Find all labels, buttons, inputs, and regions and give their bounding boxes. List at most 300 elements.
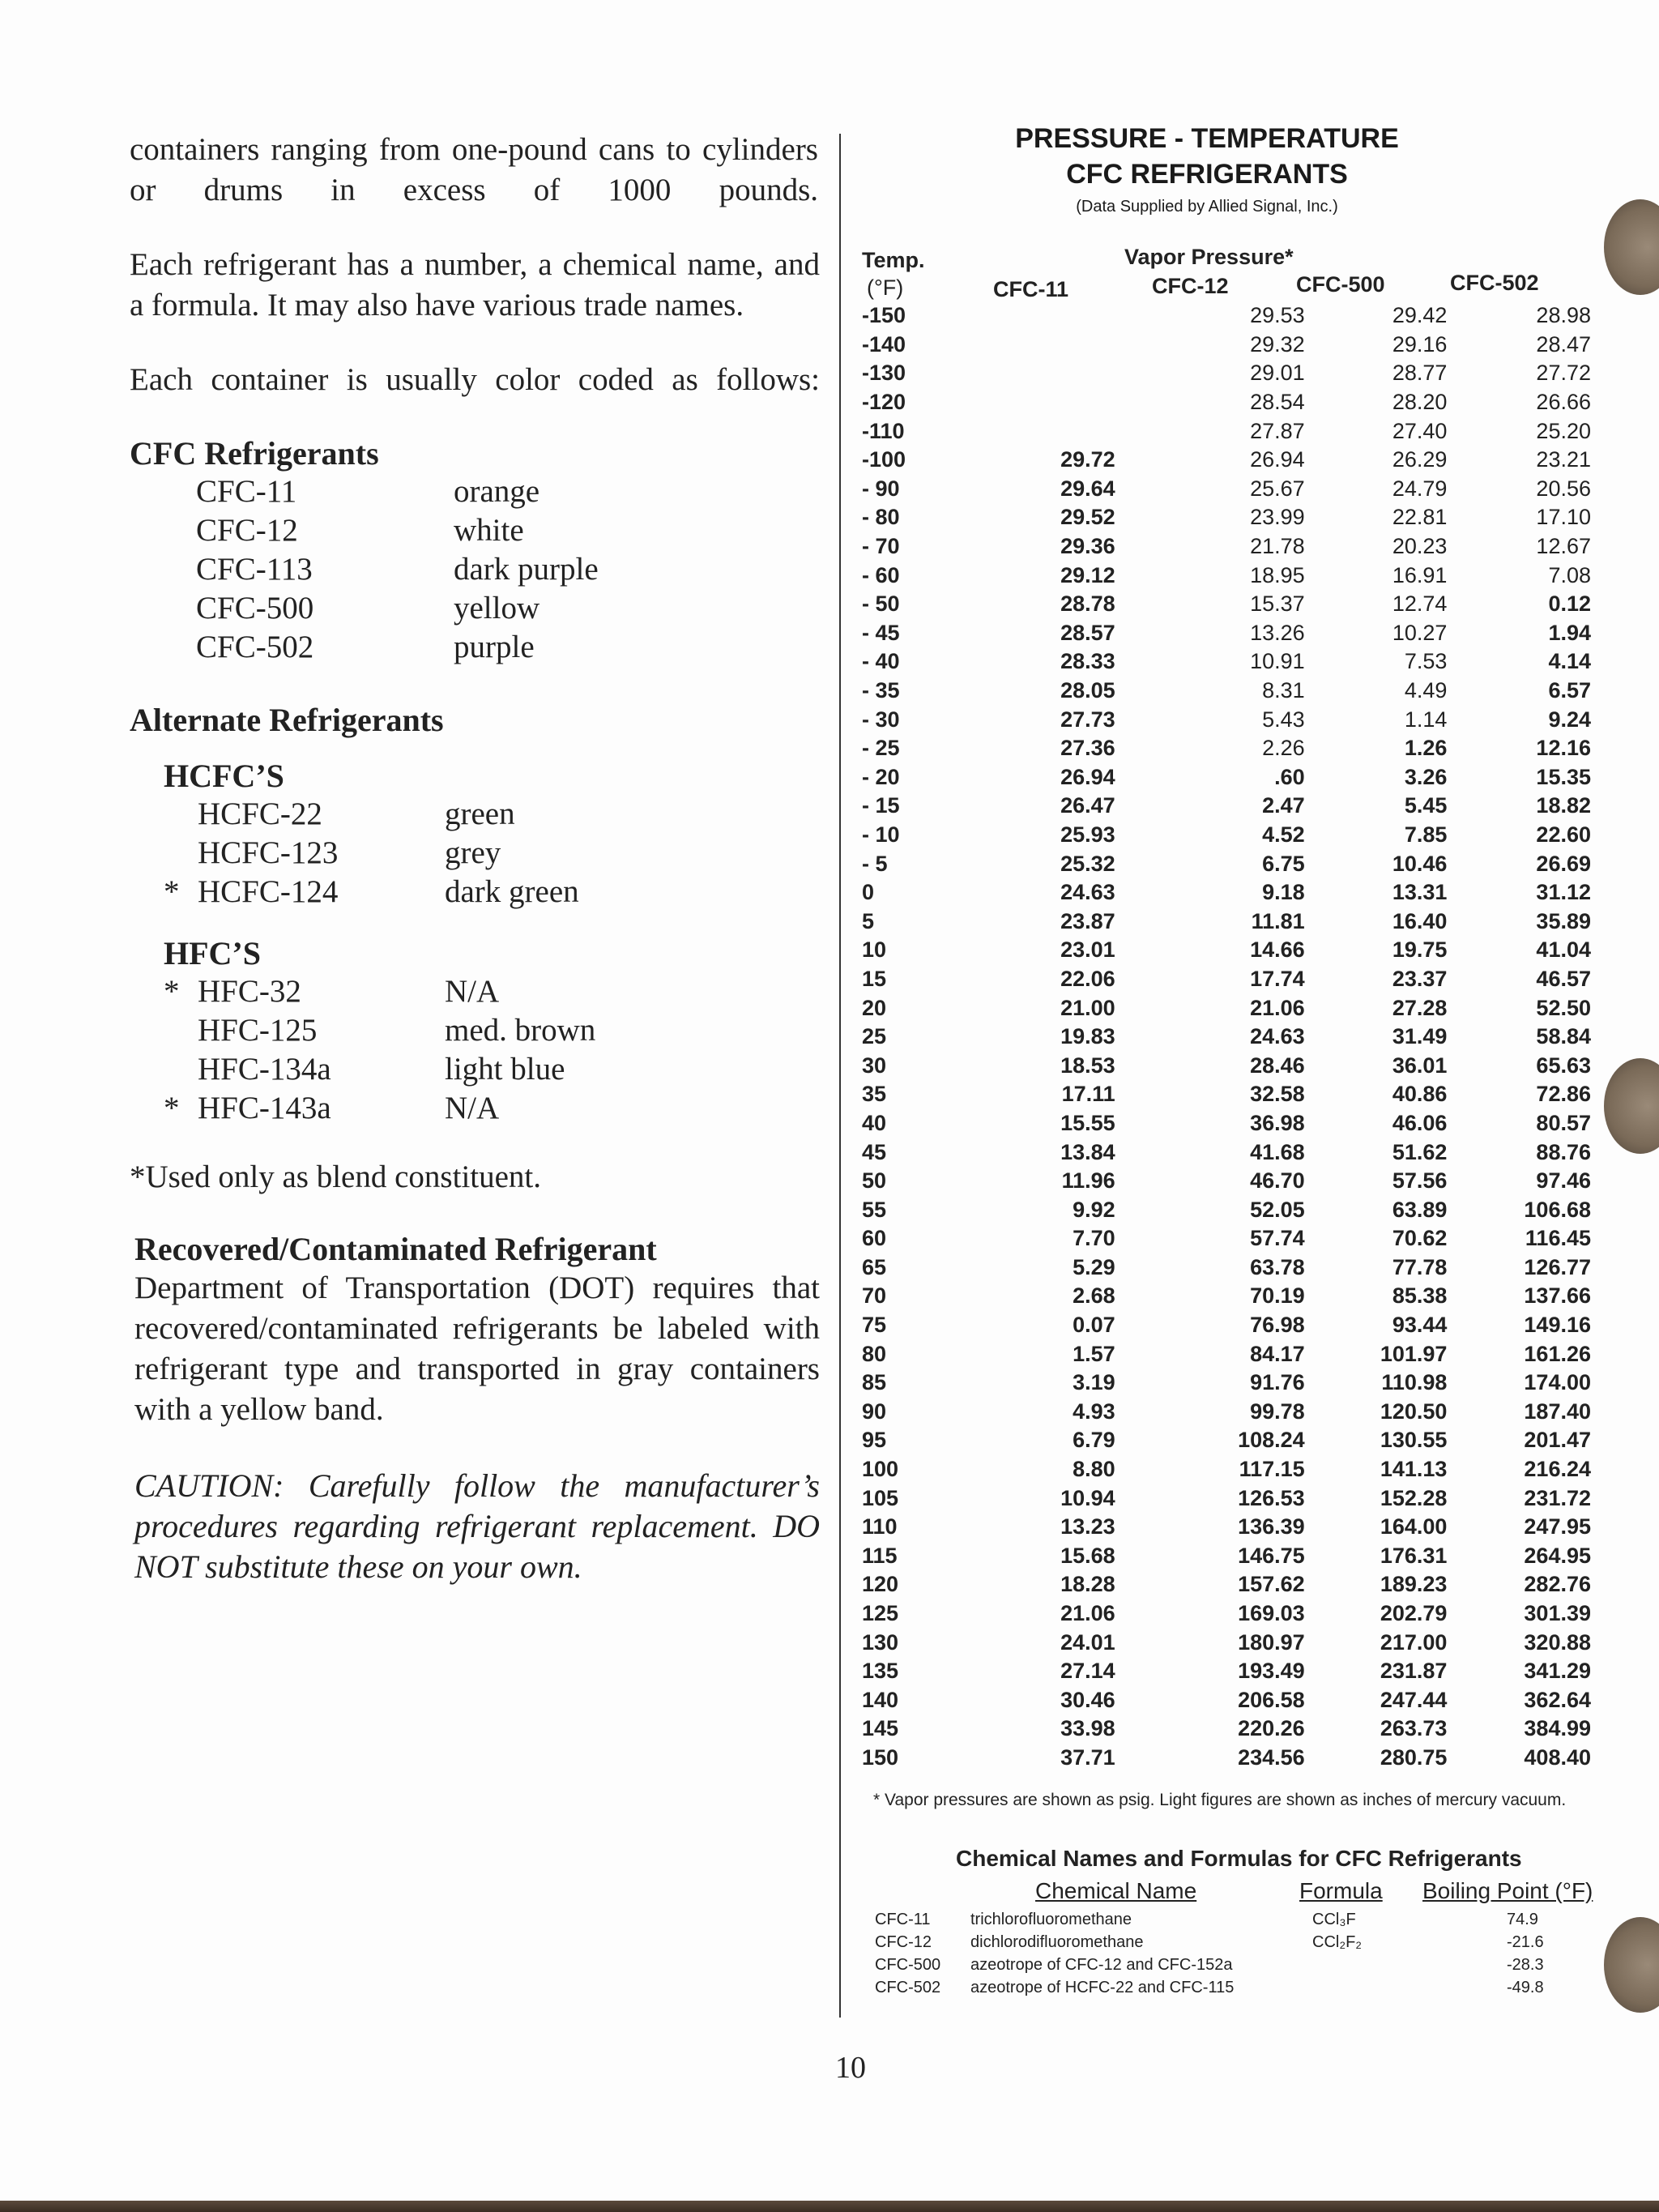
- pressure-cell: 15.35: [1536, 764, 1591, 789]
- table-row: [862, 878, 1591, 907]
- pressure-cell: 29.53: [1250, 303, 1305, 328]
- container-color: dark purple: [454, 552, 599, 587]
- refrigerant-name: HFC-125: [198, 1013, 318, 1048]
- binder-hole-top: [1604, 199, 1659, 295]
- temp-cell: - 45: [862, 620, 900, 645]
- temp-cell: 105: [862, 1485, 899, 1510]
- pressure-cell: 23.87: [1060, 908, 1115, 933]
- pressure-cell: 22.81: [1392, 505, 1448, 530]
- pressure-cell: 28.77: [1392, 361, 1448, 386]
- chemical-name: azeotrope of CFC-12 and CFC-152a: [970, 1956, 1233, 1974]
- pressure-temperature-table: [862, 301, 1591, 1772]
- temp-cell: 85: [862, 1370, 887, 1395]
- pressure-cell: 6.75: [1262, 851, 1305, 876]
- color-code-row: [196, 589, 820, 628]
- table-row: [862, 1051, 1591, 1080]
- pressure-cell: 1.14: [1404, 707, 1448, 732]
- refrigerant-name: CFC-12: [196, 513, 298, 548]
- temp-cell: -110: [862, 418, 905, 443]
- temp-cell: - 35: [862, 678, 900, 703]
- pressure-cell: 3.26: [1404, 764, 1448, 789]
- table-row: [862, 619, 1591, 648]
- pressure-cell: 12.74: [1392, 591, 1448, 617]
- table-row: [862, 1398, 1591, 1427]
- table-row: [862, 677, 1591, 706]
- pressure-cell: 12.67: [1536, 534, 1591, 559]
- temp-cell: 35: [862, 1082, 887, 1107]
- color-code-row: [164, 972, 820, 1011]
- pressure-cell: 46.06: [1392, 1110, 1448, 1135]
- blend-marker: *: [164, 1091, 180, 1125]
- header-cfc11: CFC-11: [993, 277, 1069, 301]
- pressure-cell: 23.37: [1392, 966, 1448, 991]
- pressure-cell: 10.27: [1392, 620, 1448, 645]
- temp-cell: 115: [862, 1543, 898, 1568]
- temp-cell: 75: [862, 1313, 887, 1338]
- pressure-cell: 6.57: [1548, 678, 1591, 703]
- pressure-cell: 19.75: [1392, 937, 1448, 963]
- pressure-cell: 20.56: [1536, 476, 1591, 501]
- pressure-cell: 4.93: [1073, 1399, 1115, 1424]
- pressure-cell: 28.57: [1060, 620, 1115, 645]
- pressure-cell: 217.00: [1380, 1629, 1448, 1655]
- table-row: [862, 1426, 1591, 1455]
- pressure-cell: 187.40: [1524, 1399, 1591, 1424]
- pressure-cell: 24.63: [1060, 880, 1115, 905]
- container-color: purple: [454, 630, 535, 664]
- temp-cell: -120: [862, 390, 906, 415]
- temp-cell: 130: [862, 1629, 899, 1655]
- pressure-cell: 32.58: [1250, 1082, 1305, 1107]
- formula-header: Formula: [1299, 1878, 1383, 1903]
- cfc-heading: CFC Refrigerants: [130, 435, 379, 472]
- pressure-cell: 97.46: [1536, 1168, 1591, 1194]
- color-code-row: [196, 550, 820, 589]
- temp-cell: - 5: [862, 851, 888, 876]
- pressure-cell: 220.26: [1238, 1716, 1305, 1741]
- boiling-point: -21.6: [1507, 1933, 1544, 1951]
- header-temp-unit: (°F): [867, 275, 904, 300]
- container-color: med. brown: [445, 1013, 596, 1048]
- refrigerant-name: CFC-11: [196, 474, 297, 509]
- pressure-cell: 18.28: [1060, 1572, 1115, 1597]
- pressure-cell: 27.14: [1060, 1659, 1115, 1684]
- pressure-cell: 1.26: [1404, 736, 1448, 761]
- chemical-name: azeotrope of HCFC-22 and CFC-115: [970, 1979, 1235, 1996]
- pressure-cell: 52.05: [1250, 1197, 1305, 1222]
- color-code-row: [164, 1011, 820, 1050]
- pressure-cell: 14.66: [1250, 937, 1305, 963]
- temp-cell: - 25: [862, 736, 900, 761]
- pressure-cell: 4.52: [1262, 822, 1305, 847]
- chemical-names-title: Chemical Names and Formulas for CFC Refrigerants: [956, 1846, 1522, 1871]
- temp-cell: - 50: [862, 591, 900, 617]
- pressure-cell: 27.40: [1392, 418, 1448, 443]
- temp-cell: - 30: [862, 707, 900, 732]
- pressure-cell: 5.43: [1262, 707, 1305, 732]
- chemical-row: [875, 1933, 1588, 1956]
- table-row: [862, 821, 1591, 850]
- color-code-paragraph: Each container is usually color coded as follows:: [130, 362, 820, 397]
- pressure-cell: 384.99: [1524, 1716, 1591, 1741]
- pressure-cell: 26.69: [1536, 851, 1591, 876]
- temp-cell: 90: [862, 1399, 887, 1424]
- refrigerant-name: HFC-143a: [198, 1091, 331, 1125]
- pressure-cell: 28.54: [1250, 390, 1305, 415]
- pressure-cell: 36.01: [1392, 1053, 1448, 1078]
- pressure-cell: 22.06: [1060, 966, 1115, 991]
- pressure-cell: 15.68: [1060, 1543, 1115, 1568]
- pressure-cell: 57.74: [1250, 1226, 1305, 1251]
- pressure-cell: 3.19: [1073, 1370, 1115, 1395]
- table-row: [862, 331, 1591, 360]
- table-row: [862, 1686, 1591, 1715]
- pressure-cell: 28.47: [1536, 331, 1591, 357]
- pressure-cell: 15.37: [1250, 591, 1305, 617]
- color-code-row: [196, 511, 820, 550]
- temp-cell: 20: [862, 995, 887, 1020]
- pressure-cell: 25.67: [1250, 476, 1305, 501]
- table-row: [862, 301, 1591, 331]
- pressure-cell: 13.84: [1060, 1139, 1115, 1164]
- temp-cell: 125: [862, 1601, 899, 1626]
- pressure-cell: .60: [1274, 764, 1305, 789]
- pressure-cell: 31.12: [1536, 880, 1591, 905]
- pressure-cell: 0.12: [1548, 591, 1591, 617]
- pressure-cell: 0.07: [1073, 1313, 1115, 1338]
- temp-cell: - 90: [862, 476, 900, 501]
- table-row: [862, 1339, 1591, 1369]
- pressure-cell: 23.21: [1536, 447, 1591, 472]
- pressure-cell: 189.23: [1380, 1572, 1448, 1597]
- pressure-cell: 40.86: [1392, 1082, 1448, 1107]
- chemical-row: [875, 1956, 1588, 1979]
- refrigerant-name: HCFC-123: [198, 835, 339, 870]
- container-color: N/A: [445, 974, 500, 1009]
- pressure-cell: 17.11: [1061, 1082, 1115, 1107]
- temp-cell: -100: [862, 447, 906, 472]
- temp-cell: -140: [862, 331, 906, 357]
- container-color: yellow: [454, 591, 540, 626]
- chemical-name: dichlorodifluoromethane: [970, 1933, 1144, 1951]
- table-row: [862, 1167, 1591, 1196]
- pressure-cell: 193.49: [1238, 1659, 1305, 1684]
- table-row: [862, 1282, 1591, 1311]
- table-row: [862, 1484, 1591, 1513]
- table-row: [862, 1570, 1591, 1599]
- pressure-cell: 16.91: [1392, 562, 1448, 587]
- pressure-cell: 8.80: [1073, 1457, 1115, 1482]
- recovered-heading: Recovered/Contaminated Refrigerant: [134, 1231, 657, 1267]
- pressure-cell: 13.23: [1060, 1514, 1115, 1539]
- pressure-cell: 72.86: [1536, 1082, 1591, 1107]
- temp-cell: 145: [862, 1716, 899, 1741]
- pressure-cell: 29.42: [1392, 303, 1448, 328]
- pressure-cell: 341.29: [1524, 1659, 1591, 1684]
- table-title-line1: PRESSURE - TEMPERATURE: [1015, 123, 1399, 154]
- pressure-cell: 29.01: [1250, 361, 1305, 386]
- pressure-cell: 58.84: [1536, 1024, 1591, 1049]
- temp-cell: 0: [862, 880, 875, 905]
- pressure-cell: 17.10: [1536, 505, 1591, 530]
- table-row: [862, 416, 1591, 446]
- pressure-cell: 231.72: [1524, 1485, 1591, 1510]
- temp-cell: - 80: [862, 505, 900, 530]
- pressure-cell: 231.87: [1380, 1659, 1448, 1684]
- refrigerant-id: CFC-502: [875, 1979, 941, 1996]
- temp-cell: - 15: [862, 793, 900, 818]
- pressure-cell: 11.96: [1061, 1168, 1115, 1194]
- pressure-cell: 21.06: [1250, 995, 1305, 1020]
- table-row: [862, 1599, 1591, 1629]
- pressure-cell: 33.98: [1060, 1716, 1115, 1741]
- intro-paragraph: containers ranging from one-pound cans to cylinders or drums in excess of 1000 pounds.: [130, 132, 818, 207]
- container-color: white: [454, 513, 524, 548]
- chemical-name: trichlorofluoromethane: [970, 1911, 1132, 1928]
- pressure-cell: 23.01: [1060, 937, 1115, 963]
- temp-cell: 150: [862, 1744, 899, 1770]
- table-row: [862, 561, 1591, 590]
- pressure-cell: 91.76: [1250, 1370, 1305, 1395]
- table-row: [862, 1369, 1591, 1398]
- refrigerant-name: HFC-134a: [198, 1052, 331, 1087]
- color-code-row: [164, 1050, 820, 1089]
- pressure-cell: 247.44: [1380, 1687, 1448, 1712]
- pressure-cell: 5.29: [1073, 1254, 1115, 1279]
- table-row: [862, 1715, 1591, 1744]
- pressure-cell: 4.14: [1548, 649, 1591, 674]
- pressure-cell: 10.94: [1060, 1485, 1115, 1510]
- container-color: orange: [454, 474, 540, 509]
- pressure-cell: 110.98: [1381, 1370, 1448, 1395]
- pressure-cell: 29.36: [1060, 534, 1115, 559]
- chemical-name-header: Chemical Name: [1035, 1878, 1197, 1903]
- pressure-cell: 161.26: [1524, 1341, 1591, 1366]
- pressure-cell: 21.78: [1250, 534, 1305, 559]
- pressure-cell: 26.94: [1060, 764, 1115, 789]
- pressure-cell: 5.45: [1404, 793, 1448, 818]
- hfc-color-list: [164, 972, 820, 1128]
- temp-cell: 95: [862, 1428, 887, 1453]
- pressure-cell: 65.63: [1536, 1053, 1591, 1078]
- caution-paragraph: CAUTION: Carefully follow the manufacturer’s procedures regarding refrigerant replacement. DO NOT substitute these on your own.: [134, 1467, 820, 1585]
- pressure-cell: 10.91: [1250, 649, 1305, 674]
- container-color: N/A: [445, 1091, 500, 1125]
- header-cfc500: CFC-500: [1296, 272, 1385, 297]
- pressure-cell: 29.64: [1060, 476, 1115, 501]
- temp-cell: 25: [862, 1024, 887, 1049]
- refrigerant-name: HCFC-22: [198, 796, 322, 831]
- column-divider: [839, 134, 841, 2018]
- pressure-cell: 13.31: [1392, 880, 1448, 905]
- pressure-cell: 247.95: [1524, 1514, 1591, 1539]
- table-row: [862, 907, 1591, 936]
- pressure-cell: 169.03: [1238, 1601, 1305, 1626]
- page-number: 10: [835, 2051, 866, 2085]
- table-row: [862, 647, 1591, 677]
- pressure-cell: 51.62: [1392, 1139, 1448, 1164]
- alternate-heading: Alternate Refrigerants: [130, 702, 444, 738]
- pressure-cell: 146.75: [1238, 1543, 1305, 1568]
- temp-cell: - 40: [862, 649, 900, 674]
- pressure-cell: 70.19: [1250, 1283, 1305, 1309]
- temp-cell: 70: [862, 1283, 887, 1309]
- hcfc-heading: HCFC’S: [164, 758, 284, 794]
- pressure-cell: 176.31: [1380, 1543, 1448, 1568]
- pressure-cell: 15.55: [1060, 1110, 1115, 1135]
- pressure-cell: 31.49: [1392, 1024, 1448, 1049]
- table-row: [862, 763, 1591, 792]
- temp-cell: 140: [862, 1687, 899, 1712]
- scan-edge: [0, 2201, 1659, 2212]
- table-row: [862, 1455, 1591, 1484]
- pressure-cell: 137.66: [1524, 1283, 1591, 1309]
- pressure-cell: 7.53: [1404, 649, 1448, 674]
- pressure-cell: 29.32: [1250, 331, 1305, 357]
- temp-cell: - 70: [862, 534, 900, 559]
- pressure-cell: 26.47: [1060, 793, 1115, 818]
- boiling-point: -49.8: [1507, 1979, 1544, 1996]
- header-vapor-pressure: Vapor Pressure*: [1124, 245, 1294, 269]
- pressure-cell: 126.53: [1238, 1485, 1305, 1510]
- table-row: [862, 993, 1591, 1023]
- pressure-cell: 26.94: [1250, 447, 1305, 472]
- temp-cell: -130: [862, 361, 906, 386]
- pressure-cell: 141.13: [1380, 1457, 1448, 1482]
- pressure-cell: 17.74: [1250, 966, 1305, 991]
- pressure-cell: 85.38: [1392, 1283, 1448, 1309]
- temp-cell: 60: [862, 1226, 887, 1251]
- pressure-cell: 7.85: [1404, 822, 1448, 847]
- temp-cell: 10: [862, 937, 887, 963]
- pressure-cell: 1.94: [1548, 620, 1591, 645]
- pressure-cell: 12.16: [1536, 736, 1591, 761]
- pressure-cell: 46.57: [1536, 966, 1591, 991]
- color-code-row: [164, 1089, 820, 1128]
- temp-cell: 15: [862, 966, 887, 991]
- pressure-cell: 24.79: [1392, 476, 1448, 501]
- table-row: [862, 1311, 1591, 1340]
- pressure-cell: 35.89: [1536, 908, 1591, 933]
- temp-cell: 100: [862, 1457, 899, 1482]
- pressure-cell: 7.08: [1548, 562, 1591, 587]
- pressure-cell: 18.82: [1536, 793, 1591, 818]
- pressure-cell: 84.17: [1250, 1341, 1305, 1366]
- hfc-heading: HFC’S: [164, 935, 261, 971]
- table-footnote: * Vapor pressures are shown as psig. Light figures are shown as inches of mercury vacuum.: [873, 1791, 1567, 1809]
- container-color: grey: [445, 835, 501, 870]
- table-row: [862, 965, 1591, 994]
- boiling-point-header: Boiling Point (°F): [1422, 1878, 1593, 1903]
- pressure-cell: 29.52: [1060, 505, 1115, 530]
- cfc-color-list: [196, 472, 820, 667]
- hcfc-color-list: [164, 795, 820, 912]
- pressure-cell: 13.26: [1250, 620, 1305, 645]
- refrigerant-name: HFC-32: [198, 974, 301, 1009]
- pressure-cell: 21.06: [1060, 1601, 1115, 1626]
- pressure-cell: 70.62: [1392, 1226, 1448, 1251]
- refrigerant-id: CFC-11: [875, 1911, 931, 1928]
- pressure-cell: 28.33: [1060, 649, 1115, 674]
- pressure-cell: 234.56: [1238, 1744, 1305, 1770]
- pressure-cell: 80.57: [1536, 1110, 1591, 1135]
- temp-cell: 5: [862, 908, 875, 933]
- temp-cell: 80: [862, 1341, 887, 1366]
- pressure-cell: 263.73: [1380, 1716, 1448, 1741]
- pressure-cell: 9.24: [1548, 707, 1591, 732]
- pressure-cell: 2.26: [1262, 736, 1305, 761]
- table-row: [862, 446, 1591, 475]
- refrigerant-id: CFC-12: [875, 1933, 932, 1951]
- pressure-cell: 24.01: [1060, 1629, 1115, 1655]
- pressure-cell: 7.70: [1073, 1226, 1115, 1251]
- pressure-cell: 76.98: [1250, 1313, 1305, 1338]
- pressure-cell: 101.97: [1380, 1341, 1448, 1366]
- color-code-row: [196, 472, 820, 511]
- pressure-cell: 88.76: [1536, 1139, 1591, 1164]
- pressure-cell: 99.78: [1250, 1399, 1305, 1424]
- table-row: [862, 1657, 1591, 1686]
- chemical-row: [875, 1911, 1588, 1933]
- temp-cell: 50: [862, 1168, 887, 1194]
- color-code-row: [164, 834, 820, 873]
- table-row: [862, 532, 1591, 562]
- pressure-cell: 30.46: [1060, 1687, 1115, 1712]
- temp-cell: 45: [862, 1139, 887, 1164]
- pressure-cell: 27.28: [1392, 995, 1448, 1020]
- pressure-cell: 27.72: [1536, 361, 1591, 386]
- binder-hole-middle: [1604, 1058, 1659, 1154]
- temp-cell: 55: [862, 1197, 887, 1222]
- container-color: green: [445, 796, 515, 831]
- table-row: [862, 1513, 1591, 1542]
- pressure-cell: 280.75: [1380, 1744, 1448, 1770]
- table-row: [862, 1542, 1591, 1571]
- blend-marker: [164, 834, 198, 873]
- pressure-cell: 157.62: [1238, 1572, 1305, 1597]
- pressure-cell: 52.50: [1536, 995, 1591, 1020]
- table-row: [862, 1628, 1591, 1657]
- pressure-cell: 24.63: [1250, 1024, 1305, 1049]
- table-row: [862, 1744, 1591, 1773]
- pressure-cell: 108.24: [1238, 1428, 1305, 1453]
- pressure-cell: 117.15: [1239, 1457, 1305, 1482]
- table-row: [862, 705, 1591, 734]
- pressure-cell: 120.50: [1380, 1399, 1448, 1424]
- pressure-cell: 126.77: [1524, 1254, 1591, 1279]
- pressure-cell: 301.39: [1524, 1601, 1591, 1626]
- temp-cell: -150: [862, 303, 906, 328]
- temp-cell: 40: [862, 1110, 887, 1135]
- pressure-cell: 25.93: [1060, 822, 1115, 847]
- chemical-row: [875, 1979, 1588, 2001]
- pressure-cell: 28.78: [1060, 591, 1115, 617]
- pressure-cell: 27.87: [1250, 418, 1305, 443]
- pressure-cell: 206.58: [1238, 1687, 1305, 1712]
- pressure-cell: 41.04: [1536, 937, 1591, 963]
- table-row: [862, 792, 1591, 821]
- table-row: [862, 590, 1591, 619]
- table-row: [862, 1109, 1591, 1138]
- color-code-row: [196, 628, 820, 667]
- chemical-formula: CCl₃F: [1312, 1911, 1356, 1928]
- table-row: [862, 1080, 1591, 1109]
- color-code-row: [164, 873, 820, 912]
- pressure-cell: 1.57: [1073, 1341, 1115, 1366]
- blend-marker: [164, 1050, 198, 1089]
- color-code-row: [164, 795, 820, 834]
- pressure-cell: 19.83: [1060, 1024, 1115, 1049]
